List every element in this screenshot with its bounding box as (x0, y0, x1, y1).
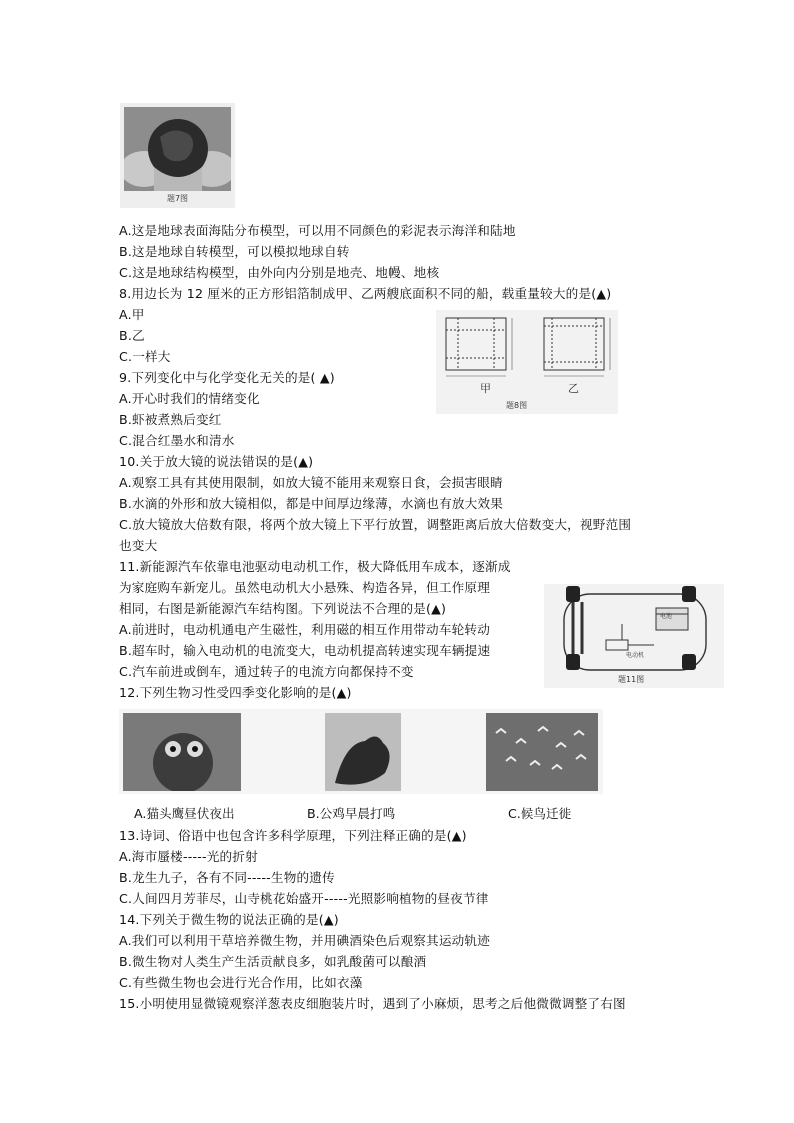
text-line: 15.小明使用显微镜观察洋葱表皮细胞装片时，遇到了小麻烦，思考之后他微微调整了右图 (119, 996, 626, 1011)
text-line: C.混合红墨水和清水 (119, 433, 235, 448)
birds-image (486, 713, 598, 791)
text-line: 13.诗词、俗语中也包含许多科学原理，下列注释正确的是(▲) (119, 828, 467, 843)
text-line: C.有些微生物也会进行光合作用，比如衣藻 (119, 975, 363, 990)
figure-11-motor-label: 电动机 (626, 652, 645, 659)
text-line: 8.用边长为 12 厘米的正方形铝箔制成甲、乙两艘底面积不同的船，载重量较大的是(▲) (119, 286, 612, 301)
text-line: 12.下列生物习性受四季变化影响的是(▲) (119, 685, 352, 700)
text-line: A.我们可以利用干草培养微生物，并用碘酒染色后观察其运动轨迹 (119, 933, 491, 948)
ev-structure-diagram (544, 584, 724, 688)
text-line: C.人间四月芳菲尽，山寺桃花始盛开-----光照影响植物的昼夜节律 (119, 891, 489, 906)
text-line: B.微生物对人类生产生活贡献良多，如乳酸菌可以酿酒 (119, 954, 427, 969)
figure-8-label-jia: 甲 (480, 382, 491, 395)
text-line: 9.下列变化中与化学变化无关的是( ▲) (119, 370, 335, 385)
text-line: B.乙 (119, 328, 145, 343)
text-line: B.水滴的外形和放大镜相似，都是中间厚边缘薄，水滴也有放大效果 (119, 496, 504, 511)
text-line: 11.新能源汽车依靠电池驱动电动机工作，极大降低用车成本，逐渐成 (119, 559, 511, 574)
text-line: 14.下列关于微生物的说法正确的是(▲) (119, 912, 339, 927)
figure-11-battery-label: 电池 (660, 613, 673, 620)
text-line: B.虾被煮熟后变红 (119, 412, 222, 427)
text-line: A.海市蜃楼-----光的折射 (119, 849, 258, 864)
globe-model-image (124, 107, 231, 191)
text-line: B.这是地球自转模型，可以模拟地球自转 (119, 244, 350, 259)
figure-7 (120, 103, 235, 208)
rooster-image (325, 713, 401, 791)
text-line: A.观察工具有其使用限制，如放大镜不能用来观察日食，会损害眼睛 (119, 475, 503, 490)
boat-net-diagram (436, 310, 618, 414)
text-line: 为家庭购车新宠儿。虽然电动机大小悬殊、构造各异，但工作原理 (119, 580, 491, 595)
figure-12 (119, 709, 603, 794)
text-line: 相同，右图是新能源汽车结构图。下列说法不合理的是(▲) (119, 601, 447, 616)
text-line: C.汽车前进或倒车，通过转子的电流方向都保持不变 (119, 664, 414, 679)
figure-11 (544, 584, 724, 688)
text-line: C.放大镜放大倍数有限，将两个放大镜上下平行放置，调整距离后放大倍数变大，视野范围 (119, 517, 632, 532)
q12-option-b: B.公鸡早晨打鸣 (307, 806, 396, 821)
owl-photo (123, 713, 241, 791)
figure-8 (436, 310, 618, 414)
figure-7-caption: 题7图 (166, 194, 189, 203)
figure-8-label-yi: 乙 (568, 382, 579, 395)
text-line: C.一样大 (119, 349, 171, 364)
text-line: B.超车时，输入电动机的电流变大，电动机提高转速实现车辆提速 (119, 643, 491, 658)
q12-option-c: C.候鸟迁徙 (508, 806, 572, 821)
migrating-birds-photo (486, 713, 598, 791)
owl-image (123, 713, 241, 791)
figure-8-caption: 题8图 (506, 401, 528, 410)
rooster-photo (325, 713, 401, 791)
text-line: A.前进时，电动机通电产生磁性，利用磁的相互作用带动车轮转动 (119, 622, 491, 637)
figure-7-photo (124, 107, 231, 191)
text-line: A.这是地球表面海陆分布模型，可以用不同颜色的彩泥表示海洋和陆地 (119, 223, 516, 238)
q12-option-a: A.猫头鹰昼伏夜出 (134, 806, 235, 821)
text-line: 也变大 (119, 538, 158, 553)
text-line: 10.关于放大镜的说法错误的是(▲) (119, 454, 314, 469)
text-line: A.开心时我们的情绪变化 (119, 391, 260, 406)
text-line: C.这是地球结构模型，由外向内分别是地壳、地幔、地核 (119, 265, 440, 280)
text-line: A.甲 (119, 307, 145, 322)
text-line: B.龙生九子，各有不同-----生物的遗传 (119, 870, 335, 885)
figure-11-caption: 题11图 (618, 675, 645, 684)
